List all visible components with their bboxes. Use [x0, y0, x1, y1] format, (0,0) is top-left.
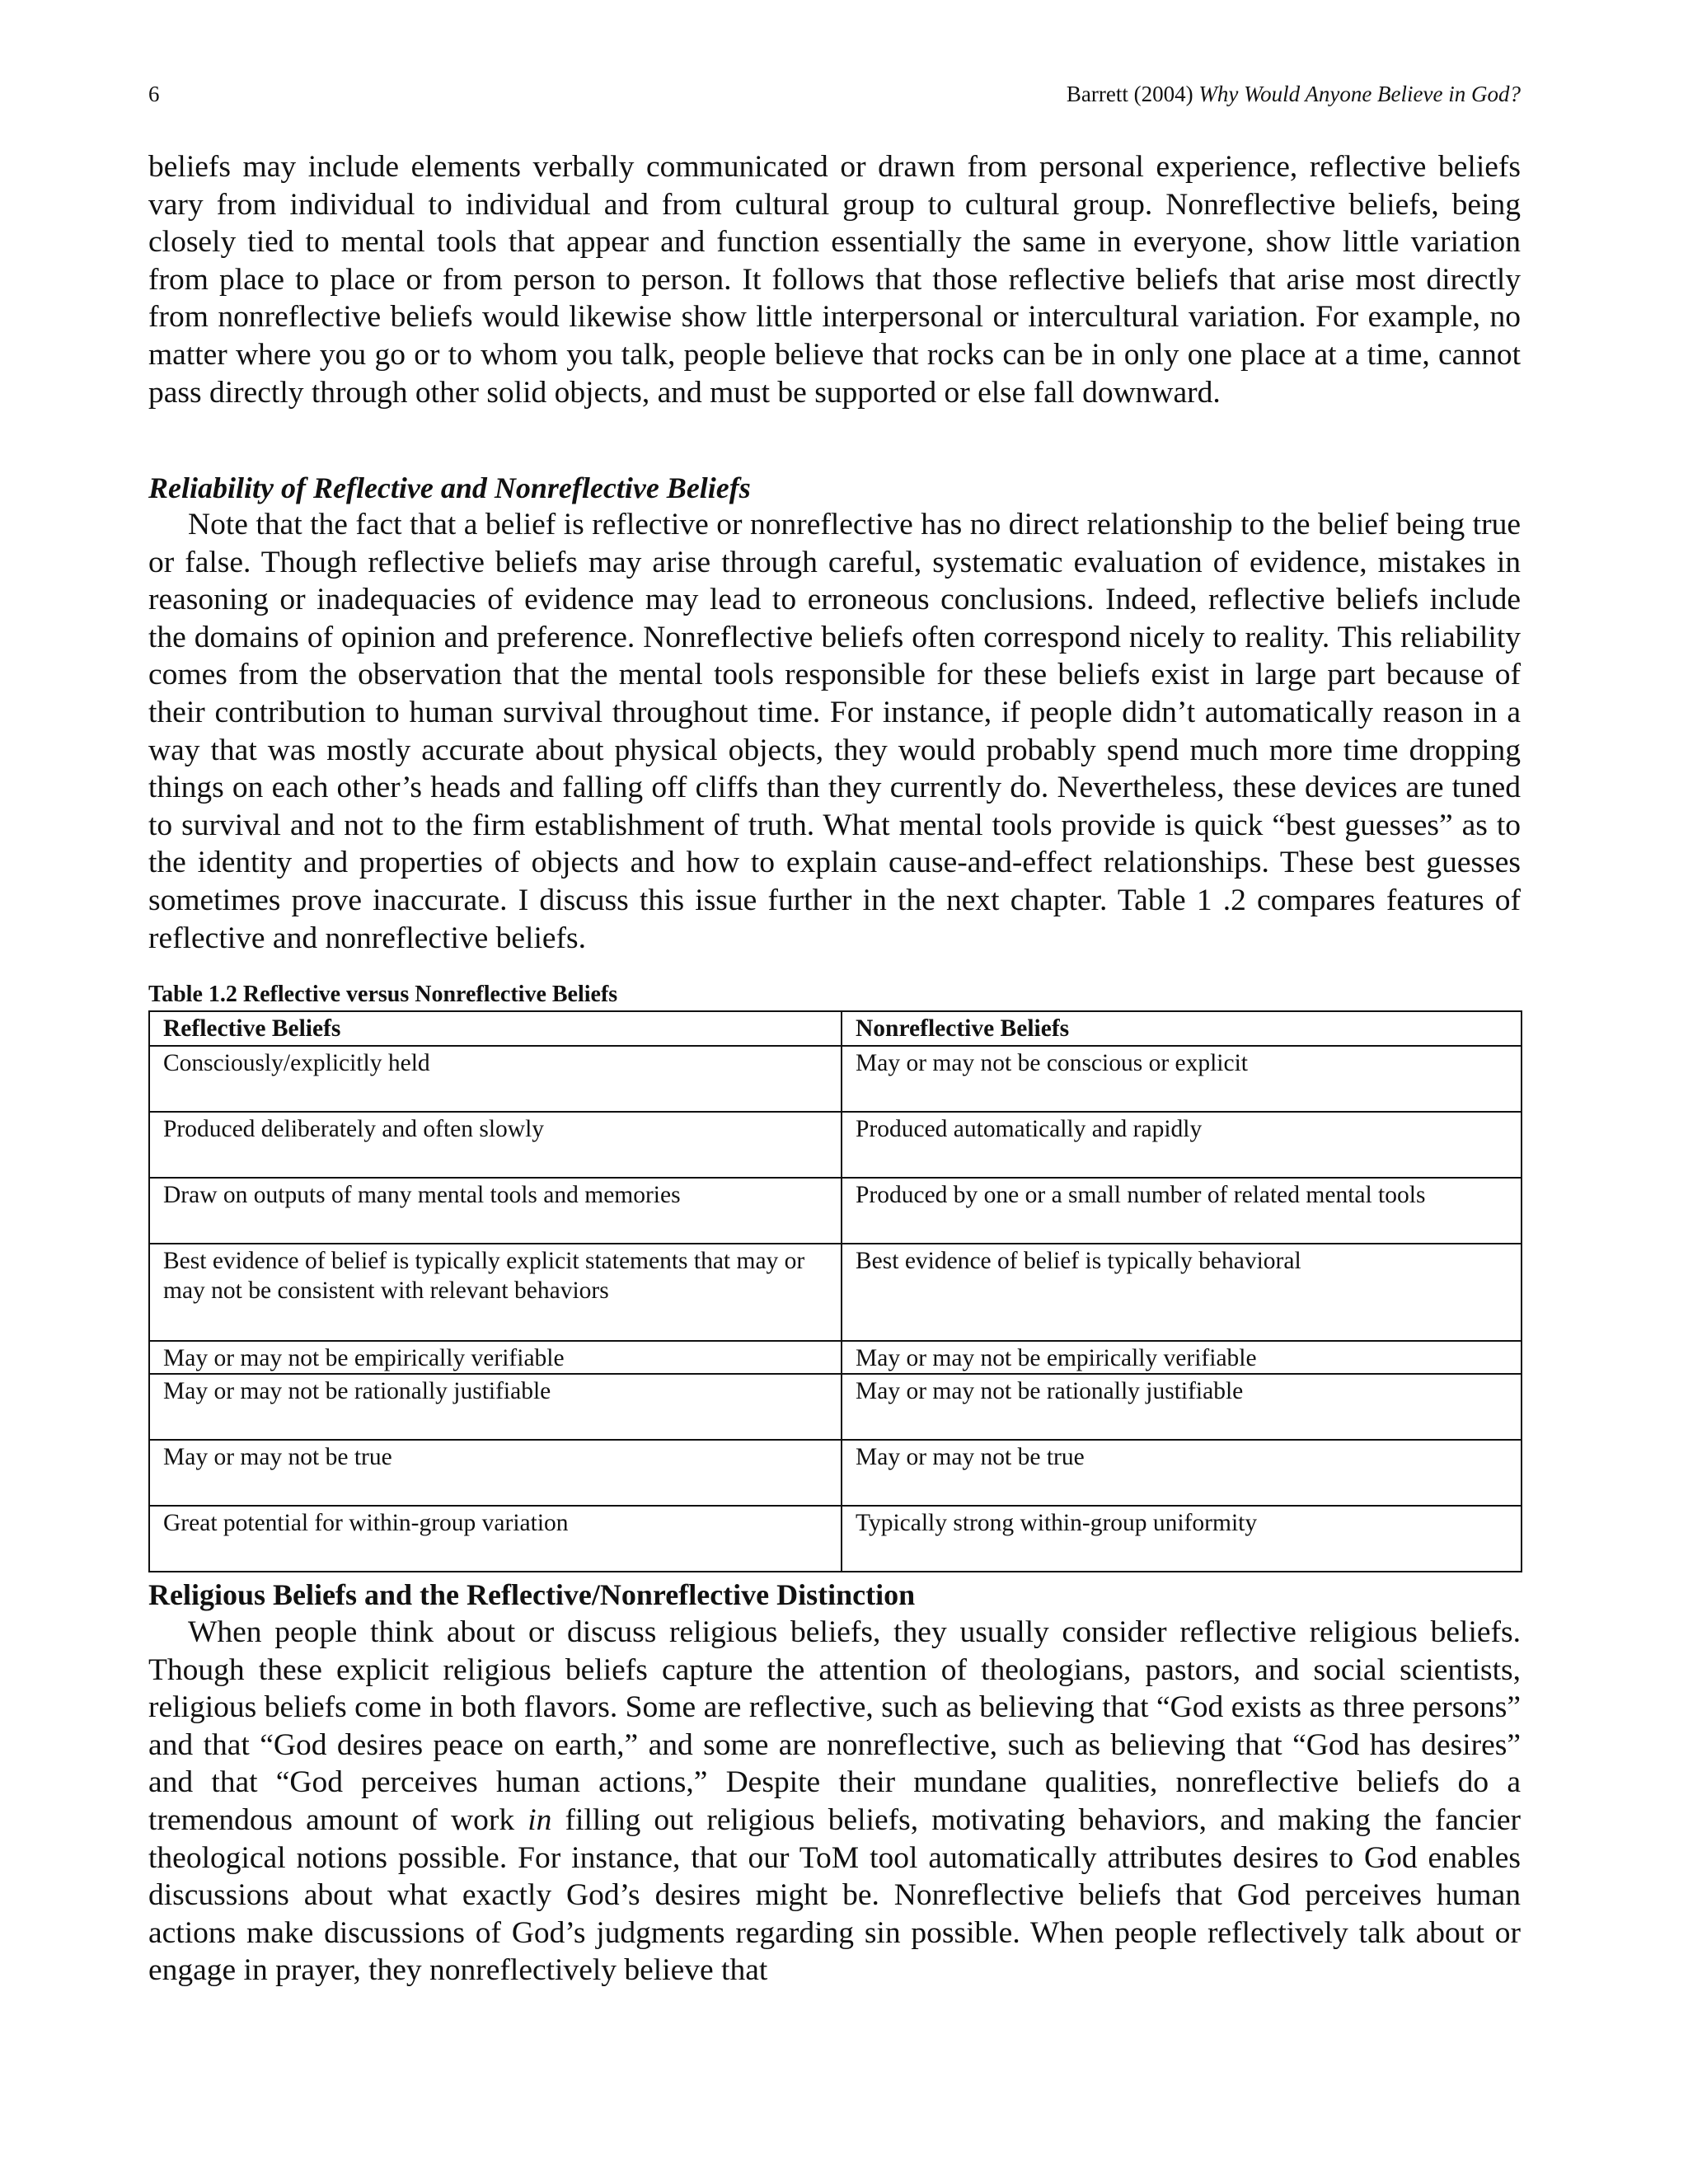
paragraph-text-part: filling out religious beliefs, motivating behaviors, and making the fancier theological notions possible. For instance, that our ToM tool automatically attributes desires to God enables discussions about what exactly God’s desires might be. Nonreflective beliefs that God perceives human actions make discussions of God’s judgments regarding sin possible. When people reflectively talk about or engage in prayer, they nonreflectively believe that: [148, 1802, 1521, 1988]
table-caption: Table 1.2 Reflective versus Nonreflective Beliefs: [148, 982, 618, 1007]
table-cell: Produced by one or a small number of related mental tools: [842, 1178, 1522, 1244]
body-paragraph-3: [148, 1614, 1521, 1990]
citation-title: Why Would Anyone Believe in God?: [1198, 82, 1521, 106]
table-cell: May or may not be true: [842, 1440, 1522, 1506]
table-cell: May or may not be empirically verifiable: [149, 1341, 842, 1374]
body-paragraph-1: [148, 148, 1521, 411]
beliefs-comparison-table: [148, 1010, 1522, 1572]
table-cell: May or may not be conscious or explicit: [842, 1046, 1522, 1112]
table-cell: Best evidence of belief is typically explicit statements that may or may not be consistent with relevant behaviors: [149, 1244, 842, 1341]
section-heading-religious-beliefs: Religious Beliefs and the Reflective/Nonreflective Distinction: [148, 1578, 916, 1611]
table-cell: May or may not be rationally justifiable: [842, 1374, 1522, 1440]
citation-author: Barrett (2004): [1066, 82, 1199, 106]
column-header-reflective: Reflective Beliefs: [149, 1011, 842, 1046]
table-cell: Typically strong within-group uniformity: [842, 1506, 1522, 1572]
italic-emphasis: in: [528, 1802, 552, 1837]
table-cell: May or may not be true: [149, 1440, 842, 1506]
table-cell: May or may not be empirically verifiable: [842, 1341, 1522, 1374]
table-cell: Produced deliberately and often slowly: [149, 1112, 842, 1178]
table-row: [149, 1112, 1522, 1178]
table-row: [149, 1374, 1522, 1440]
body-paragraph-2: [148, 506, 1521, 957]
table-cell: Draw on outputs of many mental tools and memories: [149, 1178, 842, 1244]
header-citation: [1067, 77, 1521, 110]
running-head: [148, 77, 1521, 110]
table-row: [149, 1046, 1522, 1112]
paragraph-text-part: When people think about or discuss religious beliefs, they usually consider reflective religious beliefs. Though these explicit religious beliefs capture the attention of theologians, pastors, and social scientists, religious beliefs come in both flavors. Some are reflective, such as believing that “God exists as three persons” and that “God desires peace on earth,” and some are nonreflective, such as believing that “God has desires” and that “God perceives human actions,” Despite their mundane qualities, nonreflective beliefs do a tremendous amount of work: [148, 1615, 1521, 1837]
table-row: [149, 1440, 1522, 1506]
paragraph-text: [148, 1614, 1521, 1990]
paragraph-text: Note that the fact that a belief is reflective or nonreflective has no direct relationship to the belief being true or false. Though reflective beliefs may arise through careful, systematic evaluation of evidence, mistakes in reasoning or inadequacies of evidence may lead to erroneous conclusions. Indeed, reflective beliefs include the domains of opinion and preference. Nonreflective beliefs often correspond nicely to reality. This reliability comes from the observation that the mental tools responsible for these beliefs exist in large part because of their contribution to human survival throughout time. For instance, if people didn’t automatically reason in a way that was mostly accurate about physical objects, they would probably spend much more time dropping things on each other’s heads and falling off cliffs than they currently do. Nevertheless, these devices are tuned to survival and not to the firm establishment of truth. What mental tools provide is quick “best guesses” as to the identity and properties of objects and how to explain cause-and-effect relationships. These best guesses sometimes prove inaccurate. I discuss this issue further in the next chapter. Table 1 .2 compares features of reflective and nonreflective beliefs.: [148, 508, 1521, 955]
paragraph-text: beliefs may include elements verbally communicated or drawn from personal experience, reflective beliefs vary from individual to individual and from cultural group to cultural group. Nonreflective beliefs, being closely tied to mental tools that appear and function essentially the same in everyone, show little variation from place to place or from person to person. It follows that those reflective beliefs that arise most directly from nonreflective beliefs would likewise show little interpersonal or intercultural variation. For example, no matter where you go or to whom you talk, people believe that rocks can be in only one place at a time, cannot pass directly through other solid objects, and must be supported or else fall downward.: [148, 150, 1521, 410]
table-cell: Produced automatically and rapidly: [842, 1112, 1522, 1178]
section-heading-reliability: Reliability of Reflective and Nonreflective Beliefs: [148, 471, 751, 504]
column-header-nonreflective: Nonreflective Beliefs: [842, 1011, 1522, 1046]
table-cell: Great potential for within-group variation: [149, 1506, 842, 1572]
table-row: [149, 1244, 1522, 1341]
table-row: [149, 1178, 1522, 1244]
table-cell: Best evidence of belief is typically behavioral: [842, 1244, 1522, 1341]
table-cell: Consciously/explicitly held: [149, 1046, 842, 1112]
table-row: [149, 1506, 1522, 1572]
table-header-row: [149, 1011, 1522, 1046]
table-row: [149, 1341, 1522, 1374]
table-cell: May or may not be rationally justifiable: [149, 1374, 842, 1440]
page-number: 6: [148, 82, 160, 106]
